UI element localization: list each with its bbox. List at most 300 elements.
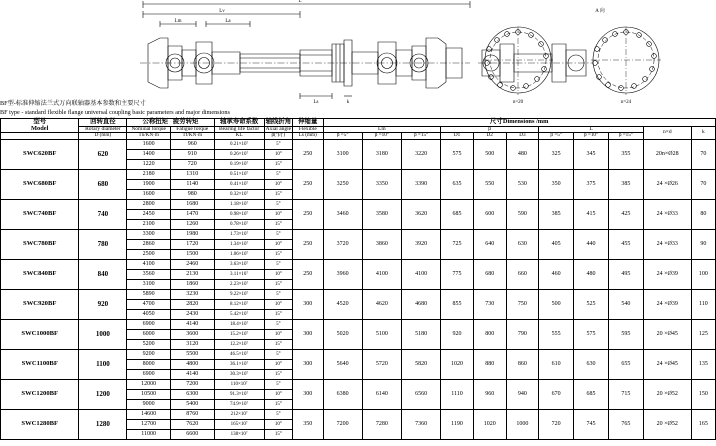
cell-nd: 20 ×Ø45 bbox=[643, 319, 691, 349]
cell-l-b10: 375 bbox=[574, 169, 609, 199]
cell-axial-angle: 10° bbox=[264, 389, 292, 399]
cell-fatigue-torque: 5400 bbox=[170, 399, 214, 409]
cell-fatigue-torque: 2130 bbox=[170, 269, 214, 279]
cell-nominal-torque: 6000 bbox=[127, 329, 171, 339]
cell-d2: 800 bbox=[473, 319, 506, 349]
th-axial: 轴线折角 bbox=[265, 118, 292, 125]
cell-d1: 635 bbox=[441, 169, 474, 199]
th-Lm-b5: β =5° bbox=[323, 133, 362, 139]
cell-fatigue-torque: 1980 bbox=[170, 229, 214, 239]
cell-nominal-torque: 2500 bbox=[127, 249, 171, 259]
cell-d1: 775 bbox=[441, 259, 474, 289]
cell-bearing-life-factor: 0.26×10⁷ bbox=[214, 149, 264, 159]
cell-nominal-torque: 3560 bbox=[127, 269, 171, 279]
table-row bbox=[1, 409, 716, 419]
cell-lm-b15: 5180 bbox=[401, 319, 440, 349]
cell-k: 125 bbox=[691, 319, 715, 349]
cell-nominal-torque: 10500 bbox=[127, 389, 171, 399]
spec-table bbox=[0, 118, 716, 440]
th-rotary: 回转直径 bbox=[79, 119, 127, 127]
cell-lm-b15: 4680 bbox=[401, 289, 440, 319]
cell-nominal-torque: 1400 bbox=[127, 149, 171, 159]
cell-d2: 640 bbox=[473, 229, 506, 259]
cell-d3: 1000 bbox=[506, 409, 539, 439]
cell-l-b15: 540 bbox=[608, 289, 643, 319]
cell-d1: 1190 bbox=[441, 409, 474, 439]
cell-bearing-life-factor: 212×10⁷ bbox=[214, 409, 264, 419]
cell-fatigue-torque: 7200 bbox=[170, 379, 214, 389]
cell-nd: 24 ×Ø39 bbox=[643, 259, 691, 289]
th-beta-unit: β(º)/(′) bbox=[264, 133, 292, 139]
cell-lm-b10: 7280 bbox=[362, 409, 401, 439]
cell-fatigue-torque: 1680 bbox=[170, 199, 214, 209]
cell-l-b10: 480 bbox=[574, 259, 609, 289]
cell-rotary-diameter: 780 bbox=[79, 229, 127, 259]
cell-nominal-torque: 3100 bbox=[127, 279, 171, 289]
cell-l-b5: 610 bbox=[539, 349, 574, 379]
cell-k: 100 bbox=[691, 259, 715, 289]
cell-d3: 860 bbox=[506, 349, 539, 379]
th-Lm-b10: β =10° bbox=[362, 133, 401, 139]
cell-axial-angle: 5° bbox=[264, 319, 292, 329]
th-k: k bbox=[691, 126, 715, 139]
cell-d2: 730 bbox=[473, 289, 506, 319]
cell-bearing-life-factor: 46.5×10⁷ bbox=[214, 349, 264, 359]
cell-fatigue-torque: 1470 bbox=[170, 209, 214, 219]
cell-nd: 24 ×Ø26 bbox=[643, 169, 691, 199]
cell-axial-angle: 15° bbox=[264, 279, 292, 289]
cell-d3: 530 bbox=[506, 169, 539, 199]
cell-k: 110 bbox=[691, 289, 715, 319]
cell-bearing-life-factor: 0.78×10⁷ bbox=[214, 219, 264, 229]
cell-fatigue-torque: 720 bbox=[170, 159, 214, 169]
cell-bearing-life-factor: 1.34×10⁷ bbox=[214, 239, 264, 249]
th-flex: 伸缩量 bbox=[293, 119, 324, 127]
cell-model: SWC620BF bbox=[1, 139, 79, 169]
cell-axial-angle: 5° bbox=[264, 139, 292, 149]
cell-d3: 790 bbox=[506, 319, 539, 349]
cell-rotary-diameter: 740 bbox=[79, 199, 127, 229]
cell-d3: 480 bbox=[506, 139, 539, 169]
th-Lm-b15: β =15° bbox=[401, 133, 440, 139]
cell-rotary-diameter: 620 bbox=[79, 139, 127, 169]
cell-k: 70 bbox=[691, 169, 715, 199]
cell-flexible: 300 bbox=[293, 319, 324, 349]
cell-d2: 680 bbox=[473, 259, 506, 289]
cell-axial-angle: 15° bbox=[264, 369, 292, 379]
cell-l-b10: 440 bbox=[574, 229, 609, 259]
cell-nominal-torque: 6900 bbox=[127, 369, 171, 379]
cell-lm-b5: 5020 bbox=[323, 319, 362, 349]
cell-nominal-torque: 2800 bbox=[127, 199, 171, 209]
cell-bearing-life-factor: 0.41×10⁷ bbox=[214, 179, 264, 189]
cell-axial-angle: 5° bbox=[264, 229, 292, 239]
th-D-unit: D (mm) bbox=[79, 133, 127, 139]
cell-nominal-torque: 4100 bbox=[127, 259, 171, 269]
cell-fatigue-torque: 1720 bbox=[170, 239, 214, 249]
cell-fatigue-torque: 5500 bbox=[170, 349, 214, 359]
cell-k: 90 bbox=[691, 229, 715, 259]
cell-rotary-diameter: 920 bbox=[79, 289, 127, 319]
cell-axial-angle: 10° bbox=[264, 149, 292, 159]
table-row bbox=[1, 229, 716, 239]
th-nominal-en: Nominal torque bbox=[127, 126, 171, 133]
cell-bearing-life-factor: 8.12×10⁷ bbox=[214, 299, 264, 309]
view-label-a: A 向 bbox=[595, 9, 605, 14]
th-Ls-unit: Ls (mm) bbox=[293, 133, 324, 139]
cell-l-b5: 720 bbox=[539, 409, 574, 439]
technical-drawing bbox=[0, 0, 716, 118]
cell-axial-angle: 10° bbox=[264, 179, 292, 189]
cell-d1: 920 bbox=[441, 319, 474, 349]
cell-d2: 600 bbox=[473, 199, 506, 229]
th-D1: D1 bbox=[441, 133, 474, 139]
cell-bearing-life-factor: 3.63×10⁷ bbox=[214, 259, 264, 269]
cell-flexible: 300 bbox=[293, 349, 324, 379]
cell-nominal-torque: 9200 bbox=[127, 349, 171, 359]
cell-l-b15: 765 bbox=[608, 409, 643, 439]
cell-l-b10: 630 bbox=[574, 349, 609, 379]
cell-model: SWC780BF bbox=[1, 229, 79, 259]
cell-bearing-life-factor: 15.2×10⁷ bbox=[214, 329, 264, 339]
dim-label-La: La bbox=[225, 19, 231, 24]
cell-flexible: 250 bbox=[293, 169, 324, 199]
cell-l-b15: 495 bbox=[608, 259, 643, 289]
cell-model: SWC740BF bbox=[1, 199, 79, 229]
cell-nominal-torque: 3300 bbox=[127, 229, 171, 239]
cell-nominal-torque: 1600 bbox=[127, 139, 171, 149]
cell-model: SWC1280BF bbox=[1, 409, 79, 439]
cell-nd: 24 ×Ø33 bbox=[643, 199, 691, 229]
cell-bearing-life-factor: 3.11×10⁷ bbox=[214, 269, 264, 279]
cell-k: 80 bbox=[691, 199, 715, 229]
cell-bearing-life-factor: 30.3×10⁷ bbox=[214, 369, 264, 379]
cell-model: SWC680BF bbox=[1, 169, 79, 199]
cell-nd: 24 ×Ø33 bbox=[643, 229, 691, 259]
th-L-b15: β =15° bbox=[608, 133, 643, 139]
cell-d2: 1020 bbox=[473, 409, 506, 439]
cell-axial-angle: 5° bbox=[264, 199, 292, 209]
cell-fatigue-torque: 4140 bbox=[170, 369, 214, 379]
cell-d1: 855 bbox=[441, 289, 474, 319]
cell-lm-b10: 5720 bbox=[362, 349, 401, 379]
cell-axial-angle: 10° bbox=[264, 419, 292, 429]
cell-lm-b5: 7200 bbox=[323, 409, 362, 439]
cell-bearing-life-factor: 110×10⁷ bbox=[214, 379, 264, 389]
cell-nominal-torque: 8000 bbox=[127, 359, 171, 369]
table-row bbox=[1, 289, 716, 299]
cell-bearing-life-factor: 18.4×10⁷ bbox=[214, 319, 264, 329]
cell-flexible: 250 bbox=[293, 199, 324, 229]
cell-flexible: 300 bbox=[293, 379, 324, 409]
cell-l-b5: 460 bbox=[539, 259, 574, 289]
cell-fatigue-torque: 910 bbox=[170, 149, 214, 159]
cell-axial-angle: 15° bbox=[264, 189, 292, 199]
cell-model: SWC1200BF bbox=[1, 379, 79, 409]
cell-axial-angle: 5° bbox=[264, 169, 292, 179]
dim-label-Lm: Lm bbox=[174, 19, 182, 24]
cell-flexible: 250 bbox=[293, 229, 324, 259]
th-rotary-en: Rotary diameter bbox=[79, 126, 127, 133]
cell-l-b10: 685 bbox=[574, 379, 609, 409]
cell-lm-b15: 3390 bbox=[401, 169, 440, 199]
cell-nominal-torque: 2180 bbox=[127, 169, 171, 179]
th-flex-en: Flexible bbox=[293, 126, 324, 133]
cell-lm-b5: 3960 bbox=[323, 259, 362, 289]
cell-bearing-life-factor: 5.42×10⁷ bbox=[214, 309, 264, 319]
cell-nominal-torque: 2450 bbox=[127, 209, 171, 219]
cell-nominal-torque: 1220 bbox=[127, 159, 171, 169]
th-D3: D3 bbox=[506, 133, 539, 139]
cell-nominal-torque: 2860 bbox=[127, 239, 171, 249]
table-row bbox=[1, 139, 716, 149]
dim-label-D: Ls bbox=[313, 100, 319, 105]
cell-d3: 750 bbox=[506, 289, 539, 319]
cell-nominal-torque: 9000 bbox=[127, 399, 171, 409]
cell-bearing-life-factor: 12.2×10⁷ bbox=[214, 339, 264, 349]
table-row bbox=[1, 319, 716, 329]
cell-axial-angle: 15° bbox=[264, 219, 292, 229]
cell-l-b5: 350 bbox=[539, 169, 574, 199]
cell-fatigue-torque: 1310 bbox=[170, 169, 214, 179]
cell-flexible: 300 bbox=[293, 289, 324, 319]
cell-d1: 1110 bbox=[441, 379, 474, 409]
cell-rotary-diameter: 1200 bbox=[79, 379, 127, 409]
th-dimensions: 尺寸Dimensions /mm bbox=[323, 119, 715, 127]
cell-lm-b5: 3100 bbox=[323, 139, 362, 169]
cell-fatigue-torque: 1860 bbox=[170, 279, 214, 289]
cell-axial-angle: 15° bbox=[264, 309, 292, 319]
cell-l-b15: 595 bbox=[608, 319, 643, 349]
cell-axial-angle: 15° bbox=[264, 399, 292, 409]
cell-d3: 590 bbox=[506, 199, 539, 229]
cell-axial-angle: 5° bbox=[264, 259, 292, 269]
cell-lm-b15: 4100 bbox=[401, 259, 440, 289]
caption bbox=[0, 100, 400, 118]
cell-l-b15: 715 bbox=[608, 379, 643, 409]
cell-lm-b10: 3180 bbox=[362, 139, 401, 169]
cell-model: SWC1100BF bbox=[1, 349, 79, 379]
cell-lm-b5: 6380 bbox=[323, 379, 362, 409]
cell-d2: 550 bbox=[473, 169, 506, 199]
cell-bearing-life-factor: 36.1×10⁷ bbox=[214, 359, 264, 369]
cell-nominal-torque: 12700 bbox=[127, 419, 171, 429]
cell-l-b5: 405 bbox=[539, 229, 574, 259]
table-body bbox=[1, 139, 716, 439]
cell-lm-b5: 5640 bbox=[323, 349, 362, 379]
cell-bearing-life-factor: 0.51×10⁷ bbox=[214, 169, 264, 179]
cell-axial-angle: 10° bbox=[264, 329, 292, 339]
cell-nominal-torque: 5890 bbox=[127, 289, 171, 299]
cell-bearing-life-factor: 0.98×10⁷ bbox=[214, 209, 264, 219]
cell-fatigue-torque: 980 bbox=[170, 189, 214, 199]
cell-nominal-torque: 6900 bbox=[127, 319, 171, 329]
th-Lm-group: Lm bbox=[323, 126, 441, 133]
cell-bearing-life-factor: 91.3×10⁷ bbox=[214, 389, 264, 399]
table-row bbox=[1, 379, 716, 389]
cell-nominal-torque: 11000 bbox=[127, 429, 171, 439]
cell-bearing-life-factor: 1.18×10⁷ bbox=[214, 199, 264, 209]
cell-rotary-diameter: 680 bbox=[79, 169, 127, 199]
cell-l-b10: 745 bbox=[574, 409, 609, 439]
cell-l-b15: 425 bbox=[608, 199, 643, 229]
cell-fatigue-torque: 1260 bbox=[170, 219, 214, 229]
table-row bbox=[1, 259, 716, 269]
cell-flexible: 350 bbox=[293, 409, 324, 439]
cell-bearing-life-factor: 0.19×10⁷ bbox=[214, 159, 264, 169]
cell-lm-b5: 3720 bbox=[323, 229, 362, 259]
bolt-count-right: n=24 bbox=[620, 100, 632, 105]
cell-fatigue-torque: 2430 bbox=[170, 309, 214, 319]
cell-lm-b5: 3460 bbox=[323, 199, 362, 229]
cell-bearing-life-factor: 74.9×10⁷ bbox=[214, 399, 264, 409]
cell-lm-b10: 5100 bbox=[362, 319, 401, 349]
cell-nominal-torque: 5200 bbox=[127, 339, 171, 349]
cell-lm-b15: 7360 bbox=[401, 409, 440, 439]
cell-lm-b15: 3920 bbox=[401, 229, 440, 259]
caption-en: BF type - standard flexible flange universal coupling basic parameters and major dimensions bbox=[0, 108, 230, 116]
cell-lm-b10: 4620 bbox=[362, 289, 401, 319]
cell-bearing-life-factor: 0.21×10⁷ bbox=[214, 139, 264, 149]
cell-axial-angle: 5° bbox=[264, 379, 292, 389]
table-row bbox=[1, 349, 716, 359]
cell-l-b5: 555 bbox=[539, 319, 574, 349]
cell-model: SWC920BF bbox=[1, 289, 79, 319]
dim-label-Lv: Lv bbox=[219, 9, 225, 14]
cell-d2: 960 bbox=[473, 379, 506, 409]
cell-fatigue-torque: 3600 bbox=[170, 329, 214, 339]
th-L-b5: β =5° bbox=[539, 133, 574, 139]
th-axial-en: Axial angle bbox=[265, 125, 292, 132]
th-L-group: L bbox=[539, 126, 644, 133]
cell-lm-b10: 6140 bbox=[362, 379, 401, 409]
cell-l-b10: 525 bbox=[574, 289, 609, 319]
th-Tn-unit: Tn/KN·m bbox=[127, 133, 171, 139]
cell-nd: 20 ×Ø52 bbox=[643, 409, 691, 439]
caption-cn: BF型-标准伸缩法兰式万向联轴器基本参数和主要尺寸 bbox=[0, 100, 146, 107]
dim-label-L: L bbox=[298, 0, 302, 4]
cell-lm-b10: 3860 bbox=[362, 229, 401, 259]
cell-bearing-life-factor: 0.32×10⁷ bbox=[214, 189, 264, 199]
cell-d3: 940 bbox=[506, 379, 539, 409]
cell-nominal-torque: 4050 bbox=[127, 309, 171, 319]
cell-lm-b5: 4520 bbox=[323, 289, 362, 319]
cell-l-b5: 670 bbox=[539, 379, 574, 409]
cell-lm-b15: 5820 bbox=[401, 349, 440, 379]
cell-axial-angle: 15° bbox=[264, 339, 292, 349]
cell-axial-angle: 5° bbox=[264, 289, 292, 299]
cell-d1: 1020 bbox=[441, 349, 474, 379]
cell-bearing-life-factor: 1.06×10⁷ bbox=[214, 249, 264, 259]
cell-fatigue-torque: 2820 bbox=[170, 299, 214, 309]
cell-d1: 725 bbox=[441, 229, 474, 259]
cell-nominal-torque: 14600 bbox=[127, 409, 171, 419]
cell-d3: 630 bbox=[506, 229, 539, 259]
th-nd: n×d bbox=[643, 126, 691, 139]
cell-model: SWC1000BF bbox=[1, 319, 79, 349]
cell-fatigue-torque: 6600 bbox=[170, 429, 214, 439]
th-beta-group: β bbox=[441, 126, 539, 133]
th-torque-group: 公称扭矩 疲劳转矩 bbox=[127, 119, 214, 127]
cell-rotary-diameter: 1100 bbox=[79, 349, 127, 379]
th-bearing-en: Bearing life factor bbox=[214, 126, 264, 133]
th-Kl-unit: KL bbox=[214, 133, 264, 139]
cell-lm-b15: 6560 bbox=[401, 379, 440, 409]
cell-fatigue-torque: 8760 bbox=[170, 409, 214, 419]
cell-axial-angle: 15° bbox=[264, 429, 292, 439]
cell-fatigue-torque: 6300 bbox=[170, 389, 214, 399]
cell-l-b15: 355 bbox=[608, 139, 643, 169]
cell-k: 165 bbox=[691, 409, 715, 439]
cell-l-b15: 455 bbox=[608, 229, 643, 259]
table-row bbox=[1, 199, 716, 209]
cell-axial-angle: 5° bbox=[264, 409, 292, 419]
cell-nd: 20 ×Ø52 bbox=[643, 379, 691, 409]
cell-d3: 660 bbox=[506, 259, 539, 289]
cell-rotary-diameter: 1000 bbox=[79, 319, 127, 349]
cell-l-b15: 655 bbox=[608, 349, 643, 379]
cell-axial-angle: 10° bbox=[264, 359, 292, 369]
cell-d1: 575 bbox=[441, 139, 474, 169]
cell-fatigue-torque: 2460 bbox=[170, 259, 214, 269]
cell-l-b5: 385 bbox=[539, 199, 574, 229]
cell-fatigue-torque: 3230 bbox=[170, 289, 214, 299]
cell-bearing-life-factor: 9.22×10⁷ bbox=[214, 289, 264, 299]
cell-bearing-life-factor: 165×10⁷ bbox=[214, 419, 264, 429]
cell-nominal-torque: 1600 bbox=[127, 189, 171, 199]
th-D2: D2 bbox=[473, 133, 506, 139]
th-L-b10: β =10° bbox=[574, 133, 609, 139]
cell-axial-angle: 10° bbox=[264, 239, 292, 249]
cell-rotary-diameter: 840 bbox=[79, 259, 127, 289]
cell-axial-angle: 10° bbox=[264, 209, 292, 219]
cell-axial-angle: 10° bbox=[264, 269, 292, 279]
cell-l-b5: 325 bbox=[539, 139, 574, 169]
cell-lm-b10: 3350 bbox=[362, 169, 401, 199]
cell-fatigue-torque: 4800 bbox=[170, 359, 214, 369]
cell-lm-b10: 3580 bbox=[362, 199, 401, 229]
cell-l-b15: 385 bbox=[608, 169, 643, 199]
cell-k: 150 bbox=[691, 379, 715, 409]
cell-nd: 24 ×Ø45 bbox=[643, 349, 691, 379]
cell-fatigue-torque: 1500 bbox=[170, 249, 214, 259]
cell-l-b10: 345 bbox=[574, 139, 609, 169]
table-row bbox=[1, 169, 716, 179]
cell-axial-angle: 15° bbox=[264, 159, 292, 169]
cell-fatigue-torque: 960 bbox=[170, 139, 214, 149]
cell-nd: 20n×Ø28 bbox=[643, 139, 691, 169]
th-fatigue-en: Fatigue torque bbox=[170, 126, 214, 133]
cell-d1: 685 bbox=[441, 199, 474, 229]
cell-fatigue-torque: 4140 bbox=[170, 319, 214, 329]
cell-bearing-life-factor: 2.23×10⁷ bbox=[214, 279, 264, 289]
cell-nominal-torque: 4700 bbox=[127, 299, 171, 309]
cell-nd: 24 ×Ø39 bbox=[643, 289, 691, 319]
cell-axial-angle: 10° bbox=[264, 299, 292, 309]
cell-flexible: 250 bbox=[293, 259, 324, 289]
cell-k: 135 bbox=[691, 349, 715, 379]
cell-l-b10: 575 bbox=[574, 319, 609, 349]
cell-d2: 880 bbox=[473, 349, 506, 379]
cell-rotary-diameter: 1280 bbox=[79, 409, 127, 439]
dim-label-k: k bbox=[346, 100, 350, 105]
th-bearing: 轴承寿命系数 bbox=[214, 119, 264, 127]
th-Tf-unit: Tf/KN·m bbox=[170, 133, 214, 139]
cell-lm-b15: 3620 bbox=[401, 199, 440, 229]
cell-bearing-life-factor: 138×10⁷ bbox=[214, 429, 264, 439]
cell-l-b5: 500 bbox=[539, 289, 574, 319]
th-model: 型号 Model bbox=[1, 119, 79, 133]
